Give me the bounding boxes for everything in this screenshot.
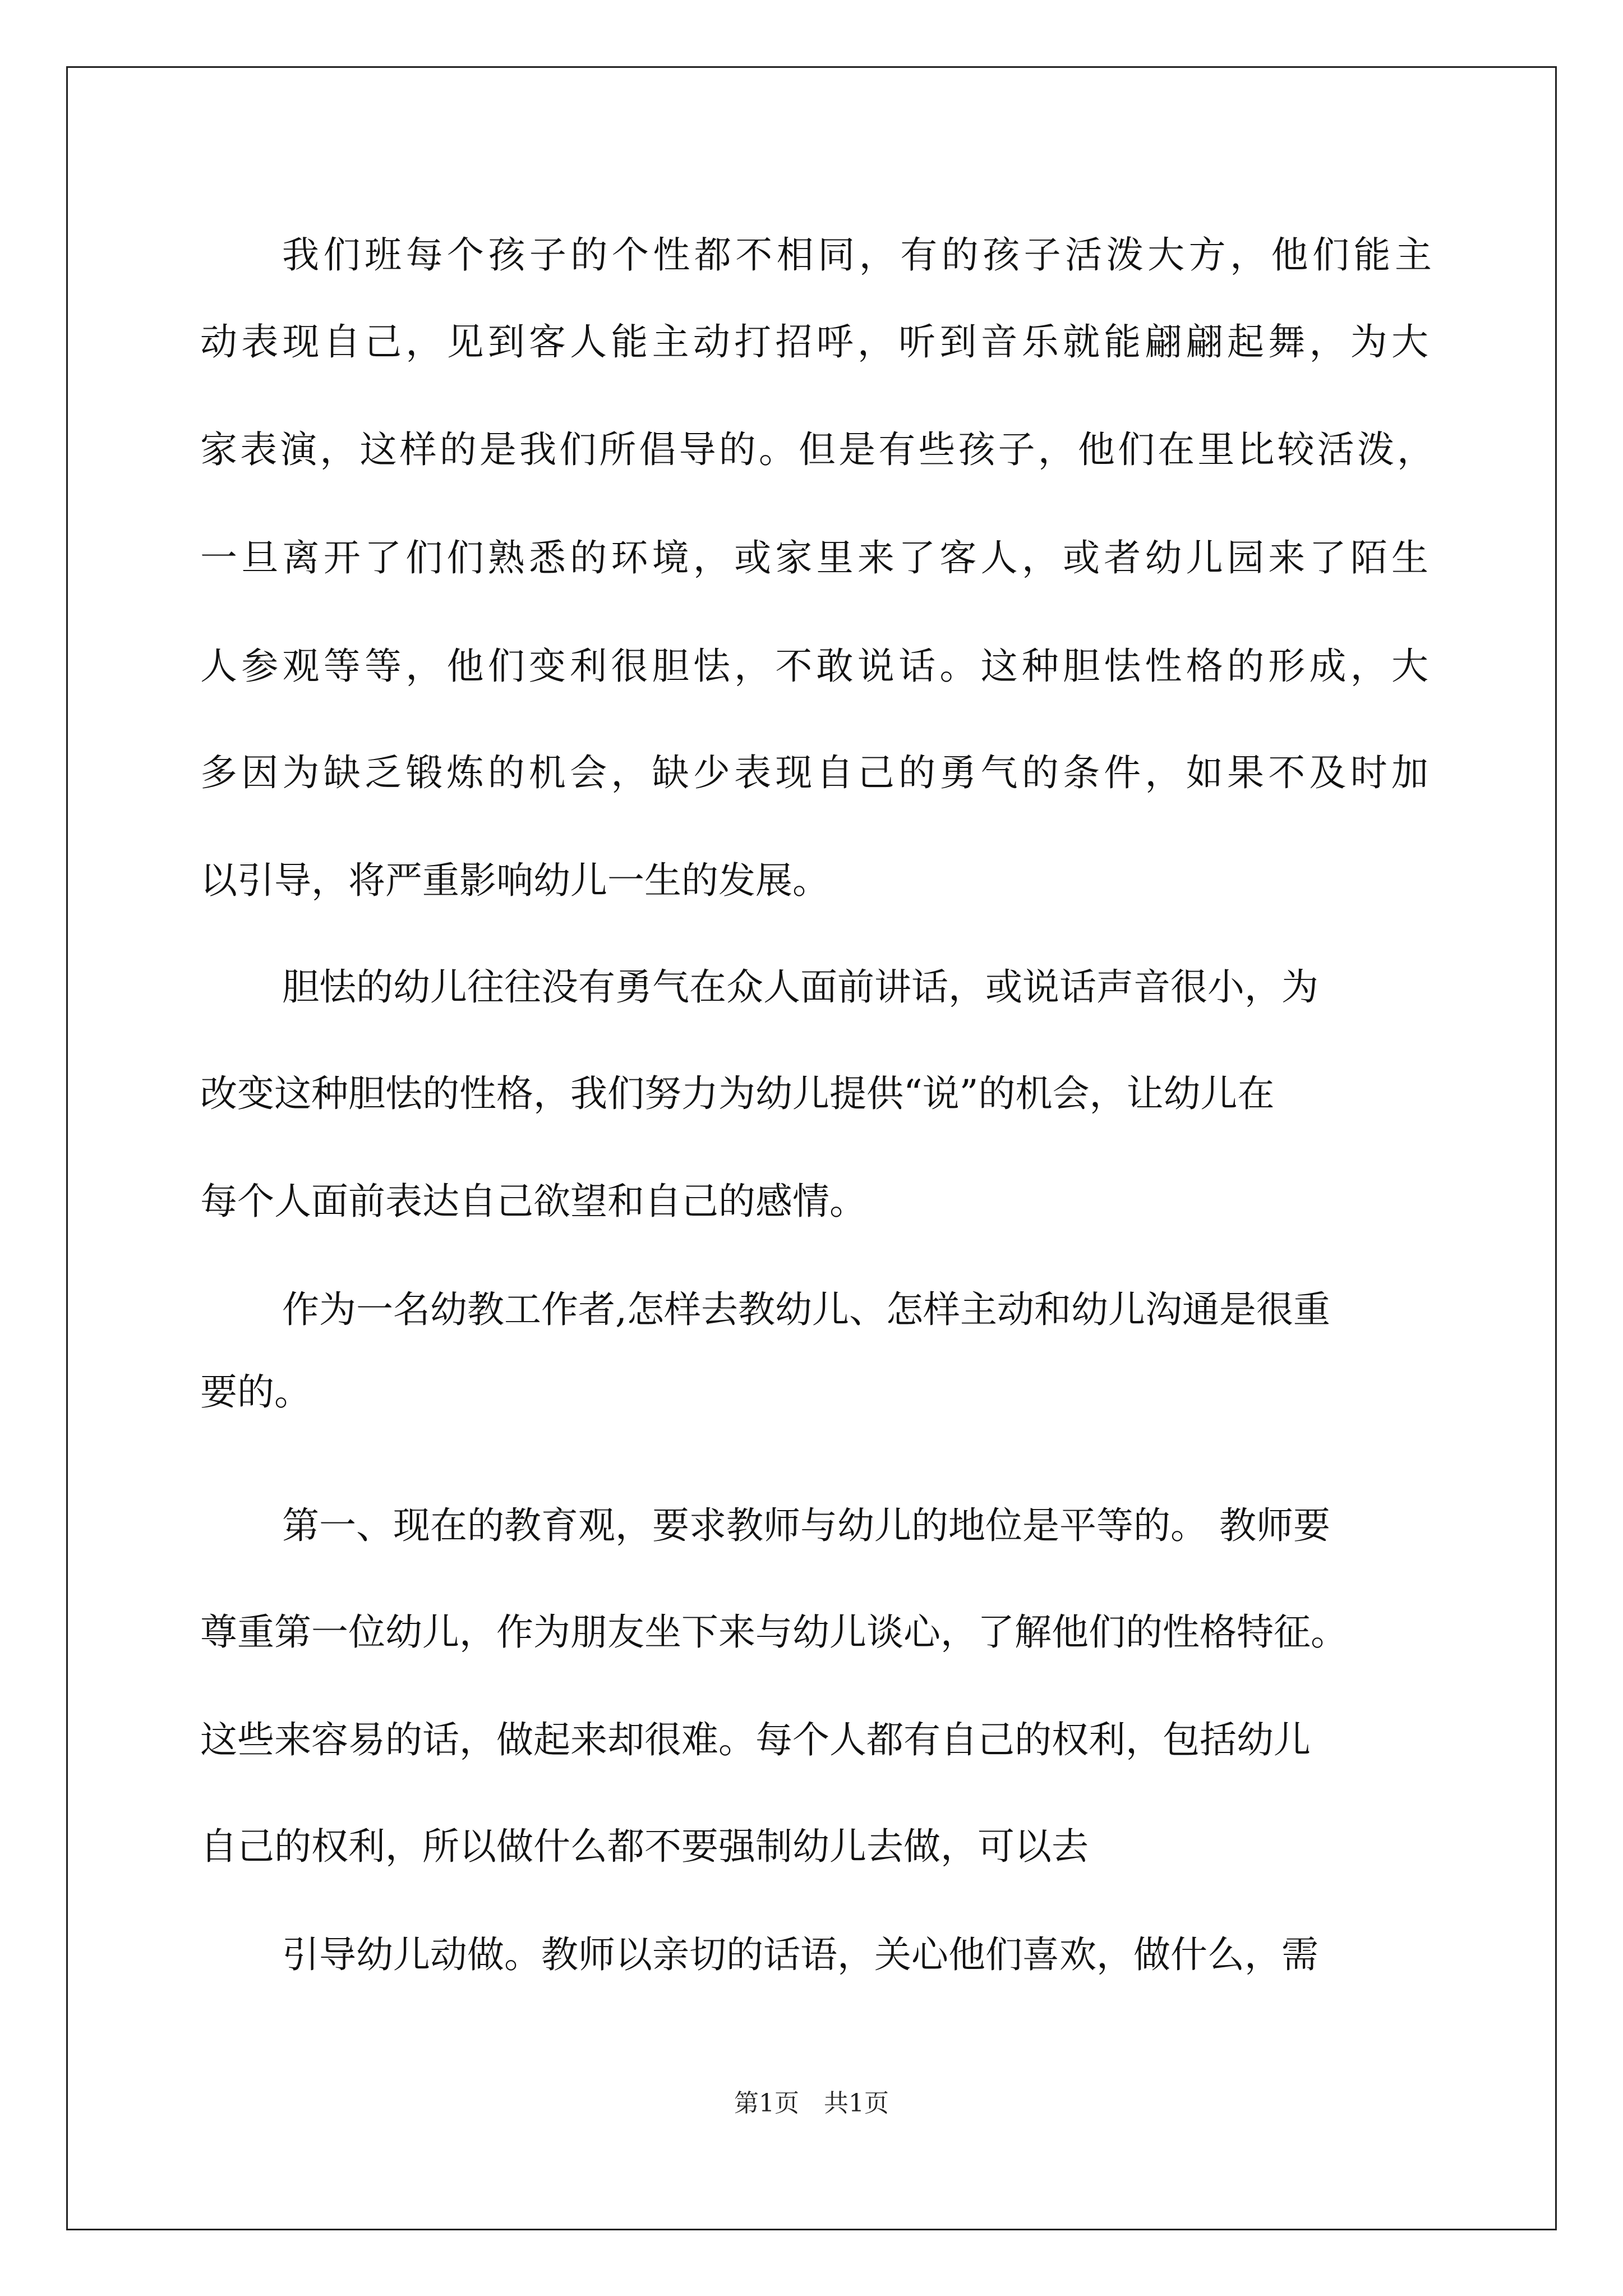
paragraph-4-line-4: 自己的权利，所以做什么都不要强制幼儿去做，可以去 bbox=[200, 1825, 1089, 1868]
paragraph-1-line-2: 动表现自己，见到客人能主动打招呼，听到音乐就能翩翩起舞，为大 bbox=[200, 320, 1433, 364]
paragraph-1-line-7: 以引导，将严重影响幼儿一生的发展。 bbox=[200, 859, 829, 902]
page-border bbox=[66, 66, 1557, 2230]
paragraph-2-line-1: 胆怯的幼儿往往没有勇气在众人面前讲话，或说话声音很小，为 bbox=[282, 965, 1318, 1009]
paragraph-1-line-4: 一旦离开了们们熟悉的环境，或家里来了客人，或者幼儿园来了陌生 bbox=[200, 536, 1433, 579]
paragraph-3-line-2: 要的。 bbox=[200, 1370, 311, 1414]
paragraph-1-line-5: 人参观等等，他们变利很胆怯，不敢说话。这种胆怯性格的形成，大 bbox=[200, 645, 1433, 688]
paragraph-4-line-2: 尊重第一位幼儿，作为朋友坐下来与幼儿谈心，了解他们的性格特征。 bbox=[200, 1611, 1348, 1654]
paragraph-4-line-3: 这些来容易的话，做起来却很难。每个人都有自己的权利，包括幼儿 bbox=[200, 1718, 1311, 1761]
paragraph-2-line-2: 改变这种胆怯的性格，我们努力为幼儿提供“说”的机会，让幼儿在 bbox=[200, 1072, 1275, 1115]
paragraph-5-line-1: 引导幼儿动做。教师以亲切的话语，关心他们喜欢，做什么，需 bbox=[282, 1933, 1318, 1976]
paragraph-3-line-1: 作为一名幼教工作者,怎样去教幼儿、怎样主动和幼儿沟通是很重 bbox=[282, 1288, 1330, 1331]
paragraph-1-line-1: 我们班每个孩子的个性都不相同，有的孩子活泼大方，他们能主 bbox=[282, 233, 1436, 277]
paragraph-2-line-3: 每个人面前表达自己欲望和自己的感情。 bbox=[200, 1180, 866, 1223]
paragraph-1-line-6: 多因为缺乏锻炼的机会，缺少表现自己的勇气的条件，如果不及时加 bbox=[200, 751, 1433, 794]
paragraph-1-line-3: 家表演，这样的是我们所倡导的。但是有些孩子，他们在里比较活泼， bbox=[200, 428, 1437, 471]
page-footer: 第1页 共1页 bbox=[734, 2089, 889, 2118]
paragraph-4-line-1: 第一、现在的教育观，要求教师与幼儿的地位是平等的。 教师要 bbox=[282, 1504, 1330, 1547]
